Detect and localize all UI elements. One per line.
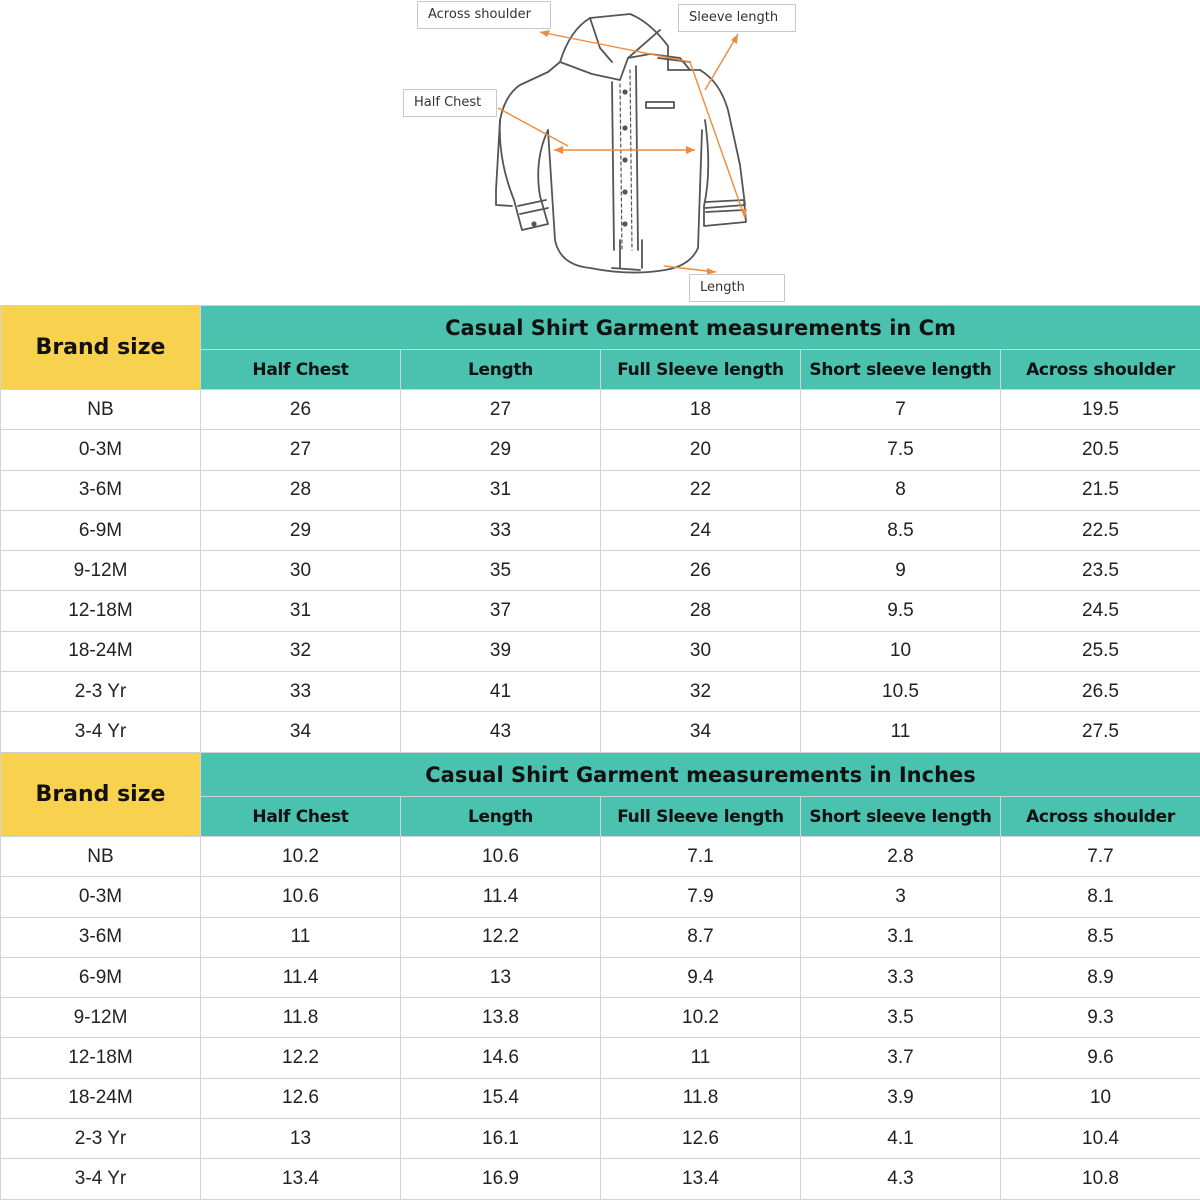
table-title: Casual Shirt Garment measurements in Cm — [201, 306, 1200, 350]
short-sleeve-cell: 7.5 — [801, 430, 1001, 470]
table-row — [1, 551, 1200, 591]
length-cell: 16.1 — [401, 1119, 601, 1159]
half-chest-cell: 13 — [201, 1119, 401, 1159]
column-header-full-sleeve: Full Sleeve length — [601, 350, 801, 390]
across-shoulder-cell: 10 — [1001, 1078, 1200, 1118]
column-header-half-chest: Half Chest — [201, 350, 401, 390]
length-cell: 41 — [401, 672, 601, 712]
table-row — [1, 998, 1200, 1038]
short-sleeve-cell: 9 — [801, 551, 1001, 591]
full-sleeve-cell: 7.1 — [601, 837, 801, 877]
full-sleeve-cell: 12.6 — [601, 1119, 801, 1159]
full-sleeve-cell: 22 — [601, 470, 801, 510]
table-row — [1, 510, 1200, 550]
table-row — [1, 672, 1200, 712]
brand-size-cell: 3-4 Yr — [1, 712, 201, 752]
short-sleeve-cell: 8 — [801, 470, 1001, 510]
half-chest-cell: 30 — [201, 551, 401, 591]
table-row — [1, 917, 1200, 957]
cm-measurement-table — [0, 305, 1200, 753]
half-chest-callout: Half Chest — [403, 89, 497, 117]
table-row — [1, 390, 1200, 430]
half-chest-cell: 11 — [201, 917, 401, 957]
half-chest-cell: 26 — [201, 390, 401, 430]
inch-table-body — [1, 837, 1200, 1200]
length-cell: 14.6 — [401, 1038, 601, 1078]
half-chest-cell: 32 — [201, 631, 401, 671]
half-chest-cell: 12.2 — [201, 1038, 401, 1078]
length-cell: 15.4 — [401, 1078, 601, 1118]
brand-size-cell: 6-9M — [1, 510, 201, 550]
length-cell: 29 — [401, 430, 601, 470]
full-sleeve-cell: 9.4 — [601, 957, 801, 997]
brand-size-cell: 2-3 Yr — [1, 672, 201, 712]
across-shoulder-cell: 20.5 — [1001, 430, 1200, 470]
across-shoulder-cell: 8.9 — [1001, 957, 1200, 997]
short-sleeve-cell: 3.1 — [801, 917, 1001, 957]
half-chest-cell: 13.4 — [201, 1159, 401, 1199]
full-sleeve-cell: 30 — [601, 631, 801, 671]
brand-size-cell: 9-12M — [1, 998, 201, 1038]
table-row — [1, 712, 1200, 752]
across-shoulder-cell: 7.7 — [1001, 837, 1200, 877]
column-header-half-chest: Half Chest — [201, 797, 401, 837]
length-cell: 37 — [401, 591, 601, 631]
full-sleeve-cell: 20 — [601, 430, 801, 470]
brand-size-cell: 3-6M — [1, 470, 201, 510]
table-row — [1, 470, 1200, 510]
brand-size-cell: NB — [1, 837, 201, 877]
column-header-short-sleeve: Short sleeve length — [801, 797, 1001, 837]
column-header-short-sleeve: Short sleeve length — [801, 350, 1001, 390]
half-chest-cell: 31 — [201, 591, 401, 631]
brand-size-cell: 0-3M — [1, 430, 201, 470]
across-shoulder-cell: 24.5 — [1001, 591, 1200, 631]
length-cell: 13.8 — [401, 998, 601, 1038]
brand-size-cell: 3-4 Yr — [1, 1159, 201, 1199]
across-shoulder-cell: 9.3 — [1001, 998, 1200, 1038]
table-title: Casual Shirt Garment measurements in Inches — [201, 753, 1200, 797]
across-shoulder-cell: 21.5 — [1001, 470, 1200, 510]
short-sleeve-cell: 4.1 — [801, 1119, 1001, 1159]
short-sleeve-cell: 7 — [801, 390, 1001, 430]
full-sleeve-cell: 8.7 — [601, 917, 801, 957]
column-header-length: Length — [401, 350, 601, 390]
half-chest-cell: 12.6 — [201, 1078, 401, 1118]
full-sleeve-cell: 11.8 — [601, 1078, 801, 1118]
across-shoulder-cell: 25.5 — [1001, 631, 1200, 671]
brand-size-cell: 9-12M — [1, 551, 201, 591]
length-cell: 43 — [401, 712, 601, 752]
sleeve-length-callout: Sleeve length — [678, 4, 796, 32]
full-sleeve-cell: 7.9 — [601, 877, 801, 917]
short-sleeve-cell: 3.7 — [801, 1038, 1001, 1078]
brand-size-cell: 3-6M — [1, 917, 201, 957]
length-cell: 12.2 — [401, 917, 601, 957]
length-cell: 33 — [401, 510, 601, 550]
table-row — [1, 1078, 1200, 1118]
length-callout: Length — [689, 274, 785, 302]
full-sleeve-cell: 26 — [601, 551, 801, 591]
half-chest-cell: 11.8 — [201, 998, 401, 1038]
length-cell: 27 — [401, 390, 601, 430]
across-shoulder-cell: 23.5 — [1001, 551, 1200, 591]
table-row — [1, 430, 1200, 470]
half-chest-cell: 27 — [201, 430, 401, 470]
across-shoulder-cell: 8.5 — [1001, 917, 1200, 957]
brand-size-cell: 2-3 Yr — [1, 1119, 201, 1159]
across-shoulder-cell: 19.5 — [1001, 390, 1200, 430]
full-sleeve-cell: 18 — [601, 390, 801, 430]
across-shoulder-cell: 8.1 — [1001, 877, 1200, 917]
brand-size-cell: 0-3M — [1, 877, 201, 917]
half-chest-cell: 33 — [201, 672, 401, 712]
short-sleeve-cell: 2.8 — [801, 837, 1001, 877]
length-cell: 31 — [401, 470, 601, 510]
length-cell: 39 — [401, 631, 601, 671]
half-chest-cell: 11.4 — [201, 957, 401, 997]
column-header-across-shoulder: Across shoulder — [1001, 797, 1200, 837]
full-sleeve-cell: 28 — [601, 591, 801, 631]
half-chest-cell: 34 — [201, 712, 401, 752]
full-sleeve-cell: 34 — [601, 712, 801, 752]
table-row — [1, 1119, 1200, 1159]
brand-size-cell: 12-18M — [1, 1038, 201, 1078]
across-shoulder-cell: 10.4 — [1001, 1119, 1200, 1159]
short-sleeve-cell: 3.9 — [801, 1078, 1001, 1118]
table-row — [1, 1159, 1200, 1199]
cm-table-body — [1, 390, 1200, 753]
table-row — [1, 957, 1200, 997]
length-cell: 16.9 — [401, 1159, 601, 1199]
shirt-measurement-diagram — [0, 0, 1200, 305]
short-sleeve-cell: 3.5 — [801, 998, 1001, 1038]
brand-size-header: Brand size — [1, 306, 201, 390]
inch-measurement-table — [0, 752, 1200, 1200]
table-row — [1, 591, 1200, 631]
short-sleeve-cell: 3 — [801, 877, 1001, 917]
brand-size-cell: 18-24M — [1, 631, 201, 671]
short-sleeve-cell: 10.5 — [801, 672, 1001, 712]
full-sleeve-cell: 11 — [601, 1038, 801, 1078]
short-sleeve-cell: 10 — [801, 631, 1001, 671]
full-sleeve-cell: 10.2 — [601, 998, 801, 1038]
short-sleeve-cell: 3.3 — [801, 957, 1001, 997]
table-row — [1, 877, 1200, 917]
full-sleeve-cell: 32 — [601, 672, 801, 712]
across-shoulder-cell: 10.8 — [1001, 1159, 1200, 1199]
short-sleeve-cell: 4.3 — [801, 1159, 1001, 1199]
length-cell: 35 — [401, 551, 601, 591]
across-shoulder-callout: Across shoulder — [417, 1, 551, 29]
across-shoulder-cell: 22.5 — [1001, 510, 1200, 550]
column-header-across-shoulder: Across shoulder — [1001, 350, 1200, 390]
brand-size-header: Brand size — [1, 753, 201, 837]
half-chest-cell: 10.6 — [201, 877, 401, 917]
table-row — [1, 631, 1200, 671]
brand-size-cell: NB — [1, 390, 201, 430]
short-sleeve-cell: 9.5 — [801, 591, 1001, 631]
half-chest-cell: 28 — [201, 470, 401, 510]
length-cell: 11.4 — [401, 877, 601, 917]
full-sleeve-cell: 13.4 — [601, 1159, 801, 1199]
table-row — [1, 837, 1200, 877]
shirt-illustration — [0, 0, 1200, 305]
column-header-full-sleeve: Full Sleeve length — [601, 797, 801, 837]
full-sleeve-cell: 24 — [601, 510, 801, 550]
short-sleeve-cell: 8.5 — [801, 510, 1001, 550]
brand-size-cell: 18-24M — [1, 1078, 201, 1118]
short-sleeve-cell: 11 — [801, 712, 1001, 752]
across-shoulder-cell: 9.6 — [1001, 1038, 1200, 1078]
half-chest-cell: 29 — [201, 510, 401, 550]
half-chest-cell: 10.2 — [201, 837, 401, 877]
table-row — [1, 1038, 1200, 1078]
across-shoulder-cell: 27.5 — [1001, 712, 1200, 752]
length-cell: 13 — [401, 957, 601, 997]
length-cell: 10.6 — [401, 837, 601, 877]
across-shoulder-cell: 26.5 — [1001, 672, 1200, 712]
column-header-length: Length — [401, 797, 601, 837]
brand-size-cell: 12-18M — [1, 591, 201, 631]
brand-size-cell: 6-9M — [1, 957, 201, 997]
